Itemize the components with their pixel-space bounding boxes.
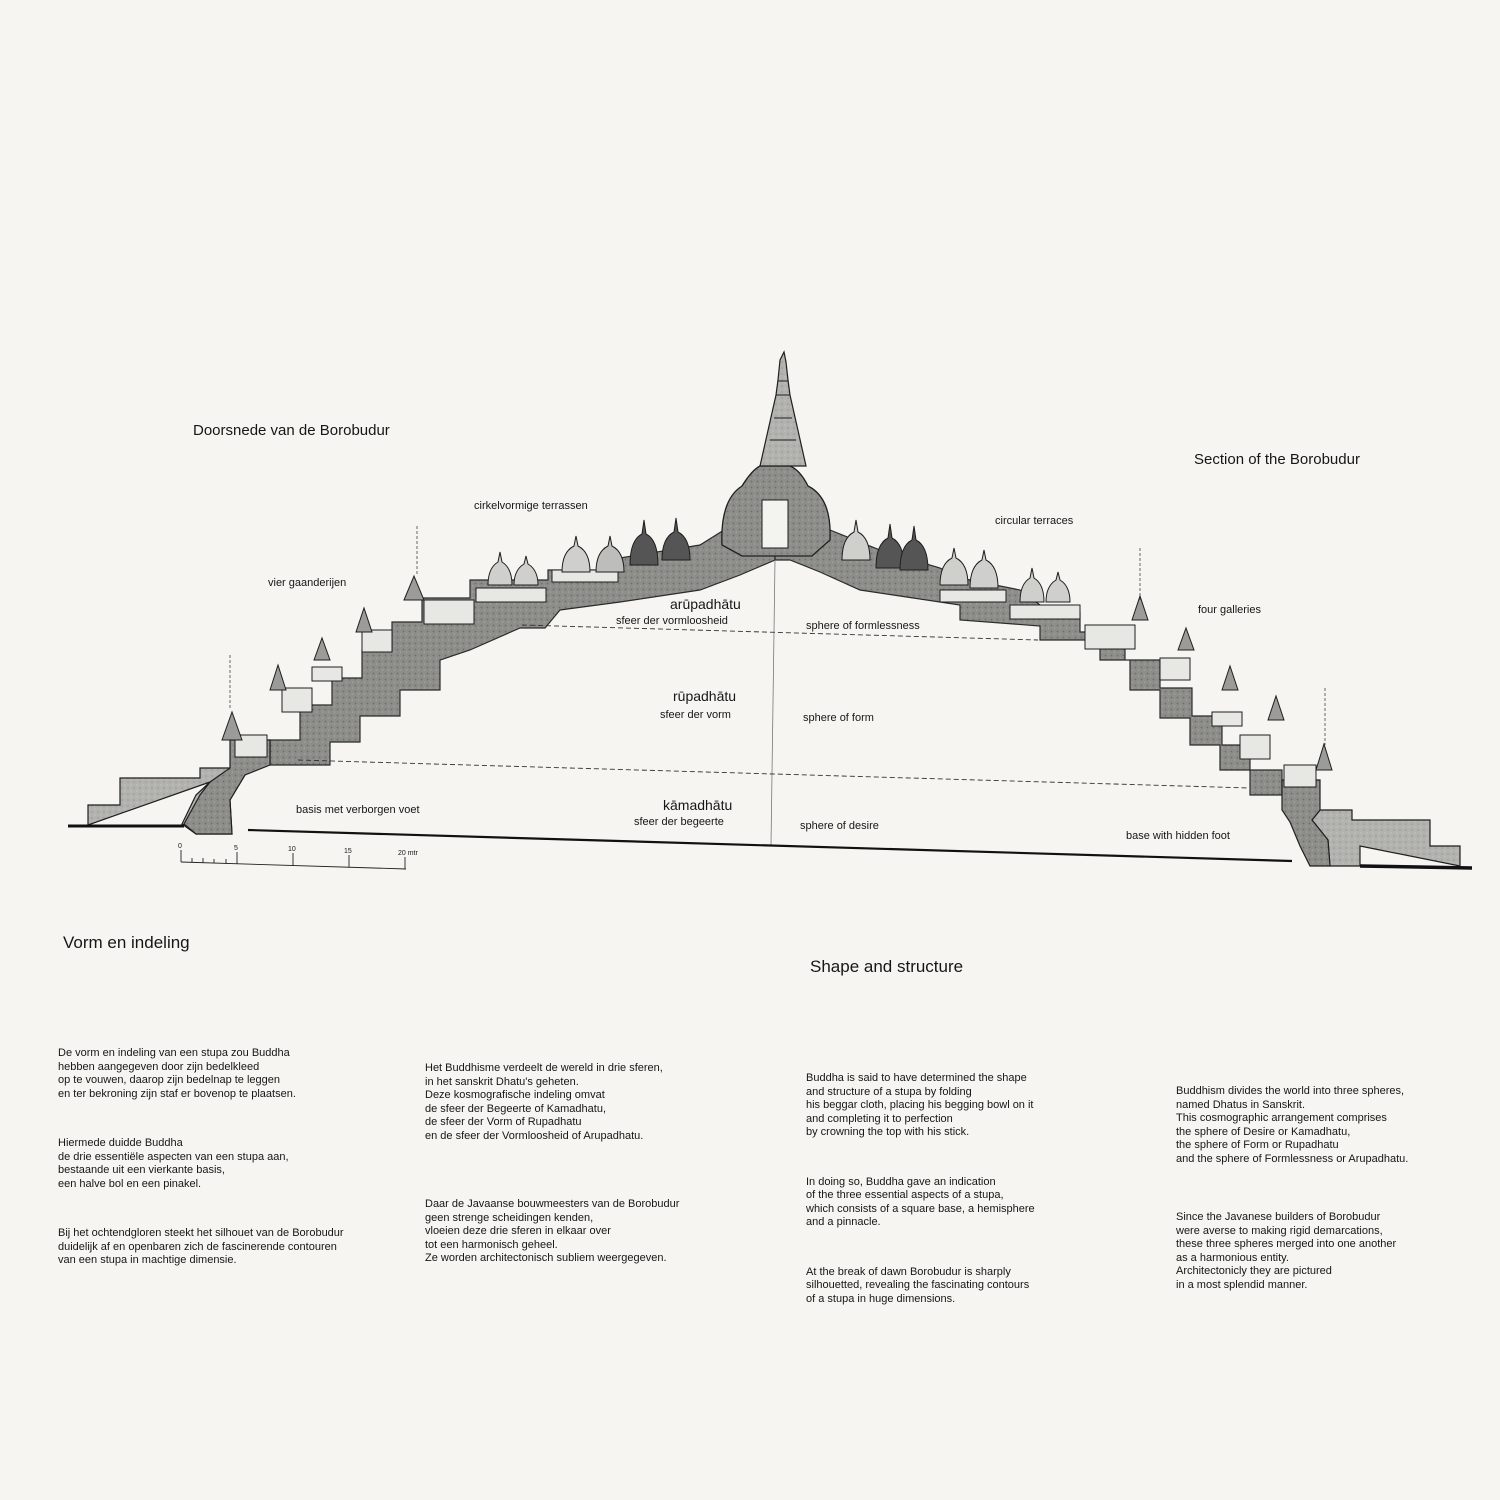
text-en-column-2 xyxy=(1176,1058,1408,1315)
sphere-arupadhatu-en: sphere of formlessness xyxy=(806,620,920,632)
paragraph: In doing so, Buddha gave an indication of the three essential aspects of a stupa, which consists of a square base, a hemisphere and a pinnacle. xyxy=(806,1175,1035,1228)
text-nl-column-2 xyxy=(425,1035,679,1288)
paragraph: Het Buddhisme verdeelt de wereld in drie sferen, in het sanskrit Dhatu's geheten. Deze kosmografische indeling omvat de sfeer der Begeerte of Kamadhatu, de sfeer der Vorm of Rupadhatu en de sfeer der Vormloosheid of Arupadhatu. xyxy=(425,1062,663,1142)
label-four-galleries-en: four galleries xyxy=(1198,604,1261,616)
paragraph: De vorm en indeling van een stupa zou Buddha hebben aangegeven door zijn bedelkleed op te vouwen, daarop zijn bedelnap te leggen en ter bekroning zijn staf er bovenop te plaatsen. xyxy=(58,1047,296,1100)
scale-tick-15: 15 xyxy=(344,848,352,855)
central-chamber xyxy=(762,500,788,548)
sphere-arupadhatu-name: arūpadhātu xyxy=(670,596,741,612)
sphere-kamadhatu-name: kāmadhātu xyxy=(663,797,733,813)
paragraph: Buddhism divides the world into three spheres, named Dhatus in Sanskrit. This cosmographic arrangement comprises the sphere of Desire or Kamadhatu, the sphere of Form or Rupadhatu and the sphere of Formlessness or Arupadhatu. xyxy=(1176,1085,1409,1165)
label-four-galleries-nl: vier gaanderijen xyxy=(268,577,347,589)
paragraph: Daar de Javaanse bouwmeesters van de Borobudur geen strenge scheidingen kenden, vloeien deze drie sferen in elkaar over tot een harmonisch geheel. Ze worden architectonisch subliem weergegeven. xyxy=(425,1198,680,1264)
scale-tick-20: 20 mtr xyxy=(398,850,418,857)
heading-en: Shape and structure xyxy=(810,957,964,976)
paragraph: Bij het ochtendgloren steekt het silhouet van de Borobudur duidelijk af en openbaren zich de fascinerende contouren van een stupa in machtige dimensie. xyxy=(58,1227,344,1266)
scale-tick-5: 5 xyxy=(234,845,238,852)
sphere-rupadhatu-en: sphere of form xyxy=(803,712,874,724)
gallery-niches-right xyxy=(1132,596,1332,770)
sphere-rupadhatu-name: rūpadhātu xyxy=(673,688,737,704)
label-hidden-foot-nl: basis met verborgen voet xyxy=(296,804,420,816)
label-circular-terraces-en: circular terraces xyxy=(995,515,1074,527)
sphere-rupadhatu-nl: sfeer der vorm xyxy=(660,709,731,721)
text-en-column-1 xyxy=(806,1045,1035,1329)
pinnacle xyxy=(760,352,806,466)
scale-tick-0: 0 xyxy=(178,843,182,850)
section-title-nl: Doorsnede van de Borobudur xyxy=(193,422,390,439)
text-nl-column-1 xyxy=(58,1020,344,1290)
sphere-arupadhatu-nl: sfeer der vormloosheid xyxy=(616,615,728,627)
label-hidden-foot-en: base with hidden foot xyxy=(1126,830,1230,842)
sphere-kamadhatu-en: sphere of desire xyxy=(800,820,879,832)
paragraph: At the break of dawn Borobudur is sharply silhouetted, revealing the fascinating contours of a stupa in huge dimensions. xyxy=(806,1265,1030,1305)
scale-tick-10: 10 xyxy=(288,846,296,853)
section-title-en: Section of the Borobudur xyxy=(1194,451,1360,468)
sphere-kamadhatu-nl: sfeer der begeerte xyxy=(634,816,724,828)
heading-nl: Vorm en indeling xyxy=(63,933,190,952)
paragraph: Since the Javanese builders of Borobudur were averse to making rigid demarcations, these three spheres merged into one another as a harmonious entity. Architectonicly they are pictured in a most splendid manner. xyxy=(1176,1211,1397,1291)
paragraph: Hiermede duidde Buddha de drie essentiële aspecten van een stupa aan, bestaande uit een vierkante basis, een halve bol en een pinakel. xyxy=(58,1137,289,1190)
paragraph: Buddha is said to have determined the shape and structure of a stupa by folding his beggar cloth, placing his begging bowl on it and completing it to perfection by crowning the top with his stick. xyxy=(806,1072,1034,1138)
label-circular-terraces-nl: cirkelvormige terrassen xyxy=(474,500,588,512)
hidden-foot-right xyxy=(1312,810,1460,866)
